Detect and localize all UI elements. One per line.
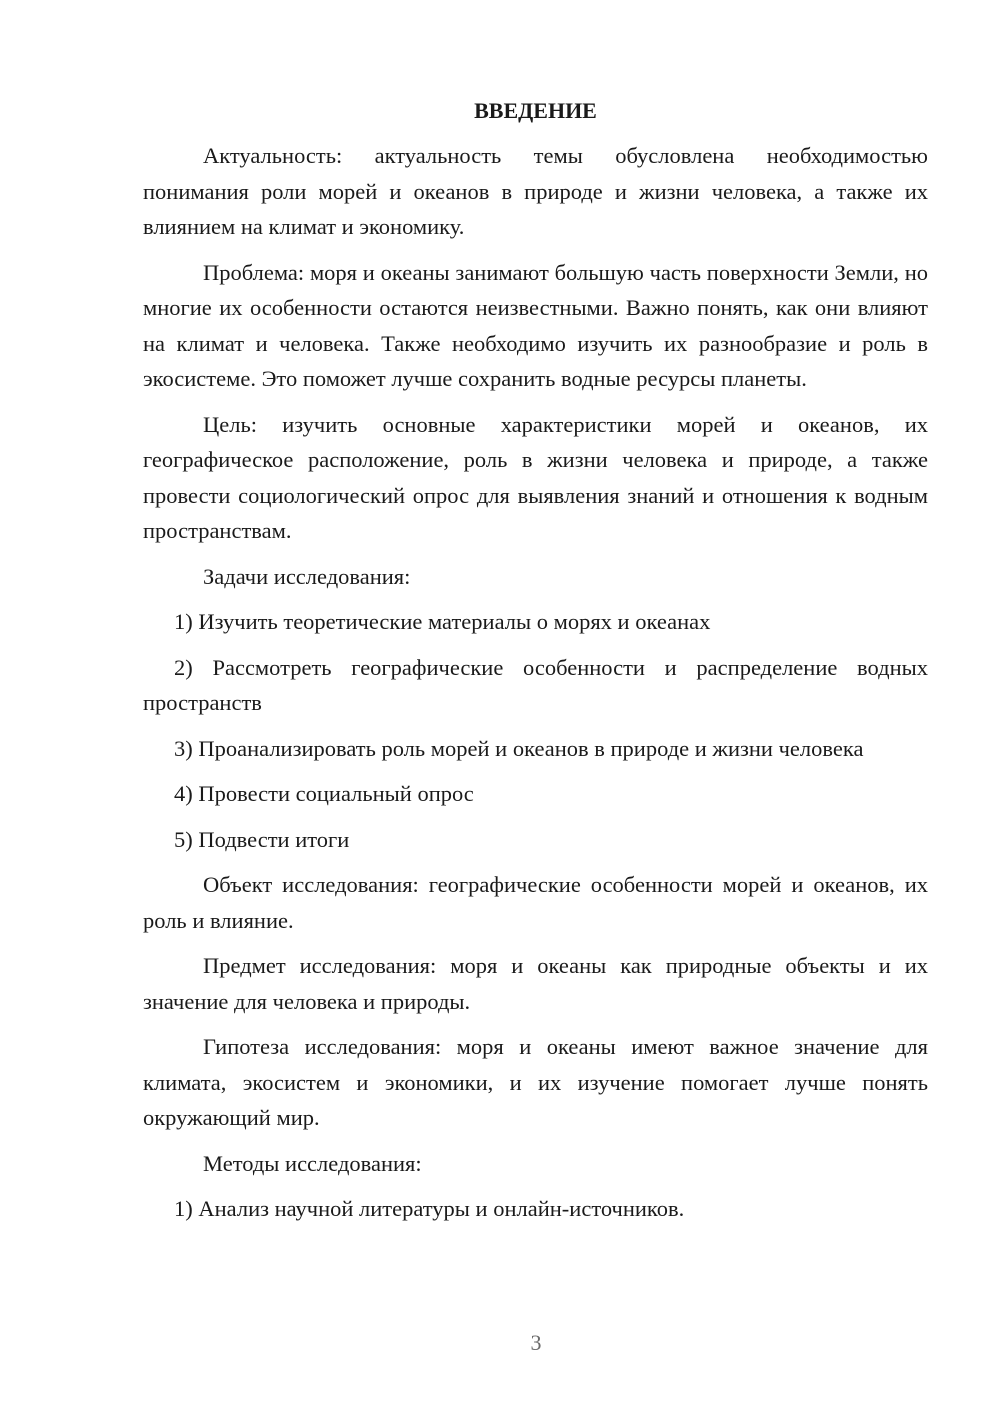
section-title: ВВЕДЕНИЕ bbox=[474, 98, 597, 123]
paragraph-relevance: Актуальность: актуальность темы обусловлена необходимостью понимания роли морей и океанов в природе и жизни человека, а также их влиянием на климат и экономику. bbox=[143, 143, 928, 239]
paragraph-subject: Предмет исследования: моря и океаны как природные объекты и их значение для человека и природы. bbox=[143, 953, 928, 1014]
page-number: 3 bbox=[530, 1330, 542, 1355]
paragraph-methods-heading: Методы исследования: bbox=[203, 1150, 422, 1176]
task-item: 3) Проанализировать роль морей и океанов в природе и жизни человека bbox=[174, 735, 864, 761]
method-item: 1) Анализ научной литературы и онлайн-источников. bbox=[174, 1196, 685, 1221]
task-item: 1) Изучить теоретические материалы о морях и океанах bbox=[174, 609, 711, 634]
document-page bbox=[143, 96, 928, 1237]
paragraph-problem: Проблема: моря и океаны занимают большую часть поверхности Земли, но многие их особенности остаются неизвестными. Важно понять, как они влияют на климат и человека. Также необходимо изучить их разнообразие и роль в экосистеме. Это поможет лучше сохранить водные ресурсы планеты. bbox=[143, 259, 928, 391]
paragraph-tasks-heading: Задачи исследования: bbox=[203, 563, 411, 589]
paragraph-goal: Цель: изучить основные характеристики морей и океанов, их географическое расположение, роль в жизни человека и природе, а также провести социологический опрос для выявления знаний и отношения к водным пространствам. bbox=[143, 411, 928, 543]
task-item: 5) Подвести итоги bbox=[174, 826, 350, 852]
task-item: 2) Рассмотреть географические особенности и распределение водных пространств bbox=[143, 654, 928, 715]
paragraph-object: Объект исследования: географические особенности морей и океанов, их роль и влияние. bbox=[143, 872, 928, 933]
task-item: 4) Провести социальный опрос bbox=[174, 781, 474, 806]
paragraph-hypothesis: Гипотеза исследования: моря и океаны имеют важное значение для климата, экосистем и экономики, и их изучение помогает лучше понять окружающий мир. bbox=[143, 1034, 928, 1130]
